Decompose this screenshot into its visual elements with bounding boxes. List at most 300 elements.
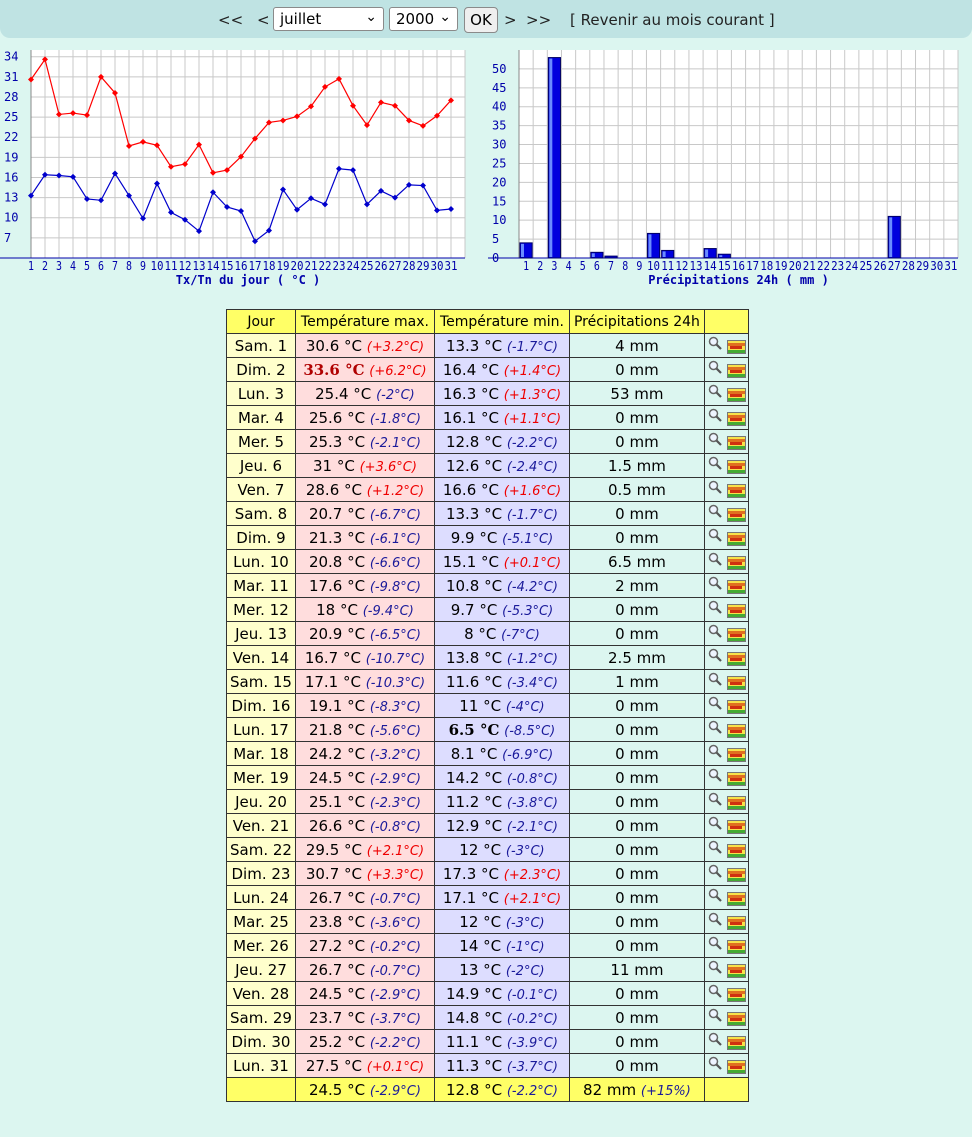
precipitation-value: 0 mm — [615, 888, 659, 907]
max-temp-value: 30.7 °C — [305, 864, 362, 883]
magnifier-icon[interactable] — [708, 504, 722, 518]
min-temp-value: 12.9 °C — [445, 816, 503, 835]
record-min-temp-value: 6.5 °C — [448, 720, 500, 739]
max-temp-cell — [295, 454, 434, 478]
magnifier-icon[interactable] — [708, 864, 722, 878]
max-temp-value: 25.3 °C — [308, 432, 366, 451]
chevron-down-icon: ⌄ — [439, 9, 451, 25]
row-actions-cell — [704, 766, 748, 790]
max-temp-anomaly: (-2.9°C) — [369, 771, 421, 787]
map-thumbnail-icon[interactable] — [727, 484, 746, 498]
x-tick-label: 3 — [551, 259, 558, 273]
max-temp-anomaly: (+2.1°C) — [366, 843, 425, 859]
precipitation-value: 0 mm — [615, 744, 659, 763]
magnifier-icon[interactable] — [708, 672, 722, 686]
map-thumbnail-icon[interactable] — [727, 820, 746, 834]
min-temp-value: 11.6 °C — [445, 672, 503, 691]
x-tick-label: 8 — [622, 259, 629, 273]
avg-max-temp-anomaly: (-2.9°C) — [369, 1083, 421, 1099]
min-temp-anomaly: (-7°C) — [501, 627, 540, 643]
y-tick-label: 31 — [4, 69, 19, 84]
day-cell — [227, 790, 296, 814]
current-month-link[interactable]: [ Revenir au mois courant ] — [570, 11, 775, 29]
max-temp-anomaly: (-0.7°C) — [369, 891, 421, 907]
max-temp-cell — [295, 910, 434, 934]
min-temp-anomaly: (-4.2°C) — [506, 579, 558, 595]
precipitation-value: 0 mm — [615, 1032, 659, 1051]
day-cell — [227, 1054, 296, 1078]
map-thumbnail-icon[interactable] — [727, 532, 746, 546]
table-row — [227, 886, 749, 910]
map-thumbnail-icon[interactable] — [727, 1036, 746, 1050]
max-temp-value: 25.6 °C — [308, 408, 366, 427]
y-tick-label: 22 — [4, 130, 19, 145]
row-actions-cell — [704, 1030, 748, 1054]
table-row — [227, 670, 749, 694]
precipitation-value: 0 mm — [615, 936, 659, 955]
x-tick-label: 8 — [126, 259, 132, 273]
magnifier-icon[interactable] — [708, 1056, 722, 1070]
month-select[interactable] — [273, 7, 384, 31]
max-temp-value: 25.1 °C — [308, 792, 366, 811]
precipitation-cell — [569, 838, 704, 862]
map-thumbnail-icon[interactable] — [727, 556, 746, 570]
min-temp-anomaly: (-5.3°C) — [502, 603, 554, 619]
max-temp-value: 23.7 °C — [308, 1008, 366, 1027]
min-temp-cell — [434, 910, 569, 934]
header-day: Jour — [227, 310, 296, 334]
row-actions-cell — [704, 790, 748, 814]
year-select[interactable] — [389, 7, 458, 31]
map-thumbnail-icon[interactable] — [727, 340, 746, 354]
row-actions-cell — [704, 550, 748, 574]
max-temp-cell — [295, 742, 434, 766]
map-thumbnail-icon[interactable] — [727, 940, 746, 954]
table-row — [227, 646, 749, 670]
y-tick-label: 5 — [492, 232, 500, 247]
magnifier-icon[interactable] — [708, 744, 722, 758]
table-row — [227, 454, 749, 478]
x-axis-title: Tx/Tn du jour ( °C ) — [175, 273, 321, 287]
precipitation-bar-highlight — [648, 234, 651, 257]
magnifier-icon[interactable] — [708, 480, 722, 494]
min-temp-value: 10.8 °C — [445, 576, 503, 595]
min-temp-cell — [434, 550, 569, 574]
map-thumbnail-icon[interactable] — [727, 412, 746, 426]
map-thumbnail-icon[interactable] — [727, 748, 746, 762]
precipitation-value: 0 mm — [615, 432, 659, 451]
map-thumbnail-icon[interactable] — [727, 628, 746, 642]
x-tick-label: 28 — [402, 259, 416, 273]
y-tick-label: 0 — [492, 251, 500, 265]
x-tick-label: 1 — [28, 259, 34, 273]
min-temp-anomaly: (-6.9°C) — [502, 747, 554, 763]
x-tick-label: 31 — [944, 259, 958, 273]
min-temp-cell — [434, 790, 569, 814]
map-thumbnail-icon[interactable] — [727, 676, 746, 690]
row-actions-cell — [704, 814, 748, 838]
precipitation-bar-highlight — [719, 255, 722, 257]
day-label: Mer. 5 — [237, 432, 284, 451]
max-temp-cell — [295, 646, 434, 670]
max-temp-cell — [295, 478, 434, 502]
day-cell — [227, 886, 296, 910]
min-temp-value: 15.1 °C — [442, 552, 499, 571]
magnifier-icon[interactable] — [708, 840, 722, 854]
precipitation-value: 0 mm — [615, 792, 659, 811]
min-temp-cell — [434, 382, 569, 406]
prev-year-link[interactable]: << — [218, 11, 244, 29]
day-label: Dim. 9 — [236, 528, 286, 547]
day-label: Mar. 18 — [233, 744, 289, 763]
row-actions-cell — [704, 526, 748, 550]
day-label: Ven. 28 — [232, 984, 290, 1003]
precipitation-cell — [569, 622, 704, 646]
next-month-link[interactable]: > — [504, 11, 517, 29]
precipitation-value: 4 mm — [615, 336, 659, 355]
precipitation-cell — [569, 958, 704, 982]
x-tick-label: 12 — [675, 259, 689, 273]
magnifier-icon[interactable] — [708, 888, 722, 902]
x-tick-label: 24 — [845, 259, 859, 273]
map-thumbnail-icon[interactable] — [727, 988, 746, 1002]
magnifier-icon[interactable] — [708, 384, 722, 398]
max-temp-cell — [295, 502, 434, 526]
max-temp-cell — [295, 790, 434, 814]
table-row — [227, 1030, 749, 1054]
precipitation-cell — [569, 646, 704, 670]
row-actions-cell — [704, 1006, 748, 1030]
total-precipitation-value: 82 mm — [583, 1080, 637, 1099]
min-temp-cell — [434, 958, 569, 982]
magnifier-icon[interactable] — [708, 768, 722, 782]
magnifier-icon[interactable] — [708, 336, 722, 350]
max-temp-anomaly: (+3.6°C) — [359, 459, 417, 475]
day-label: Mar. 25 — [233, 912, 289, 931]
min-temp-value: 14 °C — [459, 936, 502, 955]
x-tick-label: 29 — [916, 259, 930, 273]
magnifier-icon[interactable] — [708, 576, 722, 590]
precipitation-cell — [569, 670, 704, 694]
precipitation-bar-highlight — [889, 217, 892, 257]
y-tick-label: 35 — [492, 118, 507, 133]
day-label: Mar. 11 — [233, 576, 289, 595]
day-label: Mer. 19 — [233, 768, 289, 787]
table-row — [227, 622, 749, 646]
temperature-chart — [0, 42, 472, 292]
max-temp-anomaly: (+6.2°C) — [369, 363, 427, 379]
day-label: Sam. 8 — [234, 504, 288, 523]
precipitation-value: 0 mm — [615, 864, 659, 883]
min-temp-value: 13.3 °C — [445, 336, 503, 355]
min-temp-anomaly: (+1.3°C) — [503, 387, 562, 403]
magnifier-icon[interactable] — [708, 960, 722, 974]
row-actions-cell — [704, 478, 748, 502]
map-thumbnail-icon[interactable] — [727, 1060, 746, 1074]
y-tick-label: 50 — [492, 61, 507, 76]
max-temp-value: 24.5 °C — [308, 768, 366, 787]
magnifier-icon[interactable] — [708, 624, 722, 638]
x-tick-label: 19 — [774, 259, 788, 273]
avg-min-temp-value: 12.8 °C — [445, 1080, 503, 1099]
magnifier-icon[interactable] — [708, 792, 722, 806]
y-tick-label: 25 — [4, 110, 19, 125]
row-actions-cell — [704, 694, 748, 718]
min-temp-anomaly: (+1.4°C) — [503, 363, 562, 379]
day-cell — [227, 526, 296, 550]
next-year-link[interactable]: >> — [526, 11, 552, 29]
min-temp-anomaly: (+2.3°C) — [503, 867, 562, 883]
min-temp-value: 16.3 °C — [442, 384, 499, 403]
x-tick-label: 20 — [290, 259, 304, 273]
day-cell — [227, 718, 296, 742]
map-thumbnail-icon[interactable] — [727, 460, 746, 474]
row-actions-cell — [704, 886, 748, 910]
total-precipitation-anomaly: (+15%) — [640, 1083, 691, 1099]
map-thumbnail-icon[interactable] — [727, 652, 746, 666]
avg-max-temp-cell — [295, 1078, 434, 1102]
day-label: Lun. 31 — [233, 1056, 289, 1075]
table-row — [227, 430, 749, 454]
max-temp-anomaly: (-6.1°C) — [369, 531, 421, 547]
table-row — [227, 742, 749, 766]
min-temp-anomaly: (-2°C) — [505, 963, 545, 979]
min-temp-value: 16.4 °C — [442, 360, 499, 379]
y-tick-label: 10 — [492, 213, 507, 228]
day-cell — [227, 670, 296, 694]
min-temp-cell — [434, 454, 569, 478]
table-row — [227, 574, 749, 598]
table-row — [227, 718, 749, 742]
min-temp-value: 14.2 °C — [445, 768, 503, 787]
x-tick-label: 13 — [689, 259, 703, 273]
map-thumbnail-icon[interactable] — [727, 700, 746, 714]
min-temp-anomaly: (-3.7°C) — [506, 1059, 558, 1075]
x-tick-label: 23 — [831, 259, 845, 273]
record-max-temp-value: 33.6 °C — [303, 360, 365, 379]
row-actions-cell — [704, 454, 748, 478]
max-temp-anomaly: (+3.3°C) — [366, 867, 425, 883]
precipitation-cell — [569, 454, 704, 478]
precipitation-bar-highlight — [592, 253, 595, 257]
magnifier-icon[interactable] — [708, 432, 722, 446]
day-label: Sam. 15 — [230, 672, 292, 691]
map-thumbnail-icon[interactable] — [727, 844, 746, 858]
magnifier-icon[interactable] — [708, 1032, 722, 1046]
min-temp-cell — [434, 646, 569, 670]
map-thumbnail-icon[interactable] — [727, 508, 746, 522]
magnifier-icon[interactable] — [708, 648, 722, 662]
min-temp-cell — [434, 934, 569, 958]
x-tick-label: 27 — [887, 259, 901, 273]
max-temp-value: 31 °C — [312, 456, 355, 475]
min-temp-cell — [434, 1054, 569, 1078]
max-temp-value: 18 °C — [316, 600, 358, 619]
min-temp-anomaly: (-4°C) — [505, 699, 545, 715]
x-tick-label: 10 — [647, 259, 661, 273]
precipitation-value: 0 mm — [615, 528, 659, 547]
map-thumbnail-icon[interactable] — [727, 364, 746, 378]
max-temp-value: 25.4 °C — [315, 384, 372, 403]
day-label: Dim. 23 — [231, 864, 291, 883]
table-row — [227, 406, 749, 430]
min-temp-cell — [434, 526, 569, 550]
magnifier-icon[interactable] — [708, 696, 722, 710]
magnifier-icon[interactable] — [708, 936, 722, 950]
x-tick-label: 16 — [732, 259, 745, 273]
table-row — [227, 358, 749, 382]
day-cell — [227, 910, 296, 934]
day-cell — [227, 742, 296, 766]
precipitation-chart — [488, 42, 972, 292]
day-label: Dim. 2 — [236, 360, 286, 379]
precipitation-cell — [569, 910, 704, 934]
x-tick-label: 1 — [523, 259, 530, 273]
map-thumbnail-icon[interactable] — [727, 580, 746, 594]
map-thumbnail-icon[interactable] — [727, 964, 746, 978]
min-temp-value: 9.7 °C — [450, 600, 498, 619]
min-temp-value: 16.1 °C — [442, 408, 499, 427]
max-temp-anomaly: (-6.7°C) — [369, 507, 421, 523]
x-tick-label: 30 — [430, 259, 444, 273]
max-temp-value: 21.3 °C — [308, 528, 366, 547]
x-tick-label: 2 — [537, 259, 544, 273]
map-thumbnail-icon[interactable] — [727, 868, 746, 882]
map-thumbnail-icon[interactable] — [727, 796, 746, 810]
precipitation-value: 0 mm — [615, 624, 659, 643]
min-temp-anomaly: (-0.2°C) — [506, 1011, 558, 1027]
precipitation-bar — [605, 256, 617, 258]
magnifier-icon[interactable] — [708, 552, 722, 566]
magnifier-icon[interactable] — [708, 1008, 722, 1022]
map-thumbnail-icon[interactable] — [727, 724, 746, 738]
day-cell — [227, 838, 296, 862]
x-tick-label: 11 — [164, 259, 178, 273]
x-tick-label: 26 — [374, 259, 388, 273]
totals-empty-cell — [704, 1078, 748, 1102]
min-temp-value: 12 °C — [459, 840, 502, 859]
max-temp-anomaly: (+1.2°C) — [366, 483, 425, 499]
x-tick-label: 27 — [388, 259, 402, 273]
day-cell — [227, 694, 296, 718]
max-temp-cell — [295, 598, 434, 622]
max-temp-value: 25.2 °C — [308, 1032, 366, 1051]
magnifier-icon[interactable] — [708, 408, 722, 422]
max-temp-anomaly: (-9.4°C) — [362, 603, 414, 619]
precipitation-cell — [569, 550, 704, 574]
totals-row — [227, 1078, 749, 1102]
precipitation-cell — [569, 382, 704, 406]
map-thumbnail-icon[interactable] — [727, 604, 746, 618]
min-temp-value: 9.9 °C — [450, 528, 498, 547]
min-temp-anomaly: (+0.1°C) — [503, 555, 562, 571]
map-thumbnail-icon[interactable] — [727, 892, 746, 906]
y-tick-label: 40 — [492, 99, 507, 114]
max-temp-anomaly: (-5.6°C) — [369, 723, 421, 739]
max-temp-cell — [295, 334, 434, 358]
max-temp-cell — [295, 622, 434, 646]
x-tick-label: 17 — [746, 259, 760, 273]
precipitation-cell — [569, 502, 704, 526]
magnifier-icon[interactable] — [708, 528, 722, 542]
day-label: Jeu. 27 — [235, 960, 287, 979]
magnifier-icon[interactable] — [708, 456, 722, 470]
table-row — [227, 1054, 749, 1078]
min-temp-anomaly: (-5.1°C) — [502, 531, 554, 547]
map-thumbnail-icon[interactable] — [727, 388, 746, 402]
min-temp-cell — [434, 886, 569, 910]
precipitation-value: 1 mm — [615, 672, 659, 691]
table-row — [227, 862, 749, 886]
ok-button[interactable]: OK — [464, 7, 498, 33]
min-temp-cell — [434, 838, 569, 862]
precipitation-value: 0 mm — [615, 408, 659, 427]
x-tick-label: 21 — [802, 259, 816, 273]
map-thumbnail-icon[interactable] — [727, 916, 746, 930]
table-row — [227, 958, 749, 982]
map-thumbnail-icon[interactable] — [727, 436, 746, 450]
max-temp-anomaly: (-6.5°C) — [369, 627, 421, 643]
max-temp-value: 20.7 °C — [308, 504, 366, 523]
y-tick-label: 20 — [492, 175, 507, 190]
day-label: Ven. 7 — [237, 480, 285, 499]
max-temp-cell — [295, 1030, 434, 1054]
max-temp-value: 26.6 °C — [308, 816, 366, 835]
max-temp-anomaly: (+3.2°C) — [366, 339, 425, 355]
x-tick-label: 13 — [192, 259, 206, 273]
min-temp-value: 13.8 °C — [445, 648, 503, 667]
min-temp-cell — [434, 598, 569, 622]
min-temp-cell — [434, 478, 569, 502]
table-row — [227, 766, 749, 790]
y-tick-label: 28 — [4, 89, 19, 104]
row-actions-cell — [704, 502, 748, 526]
magnifier-icon[interactable] — [708, 600, 722, 614]
x-tick-label: 30 — [930, 259, 944, 273]
min-temp-anomaly: (-3°C) — [505, 915, 545, 931]
precipitation-value: 0 mm — [615, 984, 659, 1003]
min-temp-anomaly: (-1°C) — [505, 939, 545, 955]
day-cell — [227, 646, 296, 670]
max-temp-cell — [295, 718, 434, 742]
max-temp-cell — [295, 958, 434, 982]
table-row — [227, 838, 749, 862]
precipitation-cell — [569, 886, 704, 910]
magnifier-icon[interactable] — [708, 912, 722, 926]
precipitation-bar-highlight — [705, 250, 708, 257]
y-tick-label: 45 — [492, 80, 507, 95]
day-cell — [227, 622, 296, 646]
x-tick-label: 22 — [816, 259, 830, 273]
map-thumbnail-icon[interactable] — [727, 772, 746, 786]
min-temp-anomaly: (-0.1°C) — [506, 987, 558, 1003]
month-select-value: juillet — [280, 10, 322, 28]
max-temp-value: 28.6 °C — [305, 480, 362, 499]
precipitation-value: 0 mm — [615, 816, 659, 835]
year-select-value: 2000 — [396, 10, 435, 28]
prev-month-link[interactable]: < — [257, 11, 270, 29]
max-temp-anomaly: (-0.8°C) — [369, 819, 421, 835]
total-precipitation-cell — [569, 1078, 704, 1102]
magnifier-icon[interactable] — [708, 984, 722, 998]
max-temp-cell — [295, 382, 434, 406]
magnifier-icon[interactable] — [708, 816, 722, 830]
map-thumbnail-icon[interactable] — [727, 1012, 746, 1026]
max-temp-anomaly: (-3.7°C) — [369, 1011, 421, 1027]
magnifier-icon[interactable] — [708, 360, 722, 374]
y-tick-label: 10 — [4, 210, 19, 225]
magnifier-icon[interactable] — [708, 720, 722, 734]
